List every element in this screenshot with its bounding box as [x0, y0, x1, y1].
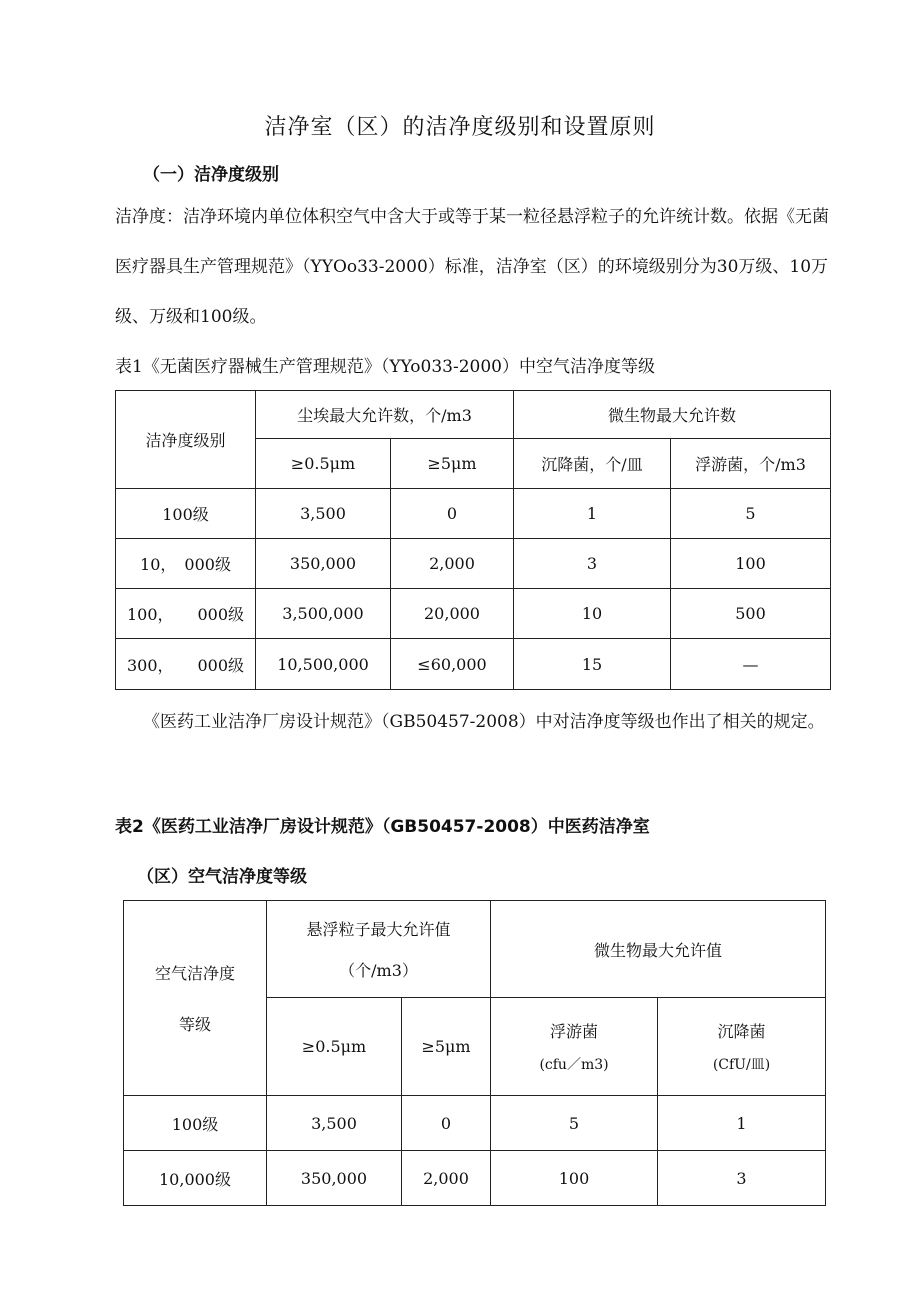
table2-caption-line2: （区）空气洁净度等级 — [137, 867, 307, 887]
table-row — [124, 1151, 826, 1206]
table1-cell: 3,500,000 — [256, 589, 391, 639]
table-row — [124, 1096, 826, 1151]
table2-header-grade-line2: 等级 — [178, 1015, 211, 1034]
table2-header-floating-line1: 浮游菌 — [550, 1022, 599, 1041]
table2-cell: 10,000级 — [124, 1151, 267, 1206]
table2-header-p5: ≥5μm — [402, 998, 491, 1096]
page-title: 洁净室（区）的洁净度级别和设置原则 — [264, 115, 656, 140]
table1-cell: 0 — [391, 489, 514, 539]
table1 — [115, 390, 831, 690]
table2-cell: 3,500 — [267, 1096, 402, 1151]
table1-cell: ≤60,000 — [391, 639, 514, 690]
table2-header-particle — [267, 901, 491, 998]
table1-header-microbe: 微生物最大允许数 — [514, 391, 831, 439]
table1-header-dust-05: ≥0.5μm — [256, 439, 391, 489]
table-row — [116, 489, 831, 539]
table1-header-settling: 沉降菌，个/皿 — [514, 439, 671, 489]
table1-cell: 3 — [514, 539, 671, 589]
table2-header-floating-line2: (cfu／m3) — [539, 1057, 609, 1073]
section-heading-cleanliness-level: （一）洁净度级别 — [143, 165, 279, 185]
table1-cell: 500 — [671, 589, 831, 639]
table2-header-settling-line1: 沉降菌 — [717, 1022, 766, 1041]
table1-header-grade: 洁净度级别 — [116, 391, 256, 489]
table1-cell: 10,500,000 — [256, 639, 391, 690]
definition-paragraph: 洁净度：洁净环境内单位体积空气中含大于或等于某一粒径悬浮粒子的允许统计数。依据《无菌医疗器具生产管理规范》（YYOo33-2000）标准，洁净室（区）的环境级别分为30万级、10万级、万级和100级。 — [115, 207, 829, 327]
table1-cell: 2,000 — [391, 539, 514, 589]
table2-header-settling — [658, 998, 826, 1096]
table1-cell: 20,000 — [391, 589, 514, 639]
table1-cell: 350,000 — [256, 539, 391, 589]
table2-header-microbe: 微生物最大允许值 — [491, 901, 826, 998]
table2-header-p05: ≥0.5μm — [267, 998, 402, 1096]
table2-header-grade — [124, 901, 267, 1096]
standard-paragraph: 《医药工业洁净厂房设计规范》（GB50457-2008）中对洁净度等级也作出了相关的规定。 — [143, 712, 825, 732]
table-row — [116, 639, 831, 690]
table-row — [116, 539, 831, 589]
table2-cell: 5 — [491, 1096, 658, 1151]
table1-cell: 5 — [671, 489, 831, 539]
table2-caption-line1: 表2《医药工业洁净厂房设计规范》（GB50457-2008）中医药洁净室 — [115, 817, 650, 837]
table1-cell: 300， 000级 — [116, 639, 256, 690]
table2-header-particle-line2: （个/m3） — [339, 961, 418, 980]
table1-header-floating: 浮游菌，个/m3 — [671, 439, 831, 489]
table2-cell: 100 — [491, 1151, 658, 1206]
table2 — [123, 900, 826, 1206]
table2-cell: 1 — [658, 1096, 826, 1151]
table1-cell: 100， 000级 — [116, 589, 256, 639]
table1-cell: — — [671, 639, 831, 690]
table2-header-particle-line1: 悬浮粒子最大允许值 — [306, 920, 451, 939]
table2-header-floating — [491, 998, 658, 1096]
table2-cell: 0 — [402, 1096, 491, 1151]
table1-header-dust: 尘埃最大允许数，个/m3 — [256, 391, 514, 439]
table2-cell: 350,000 — [267, 1151, 402, 1206]
table2-header-settling-line2: (CfU/皿) — [712, 1057, 771, 1073]
table1-cell: 1 — [514, 489, 671, 539]
table2-cell: 3 — [658, 1151, 826, 1206]
table-row — [116, 589, 831, 639]
table2-cell: 100级 — [124, 1096, 267, 1151]
table1-caption: 表1《无菌医疗器械生产管理规范》（YYo033-2000）中空气洁净度等级 — [115, 357, 655, 377]
table1-cell: 3,500 — [256, 489, 391, 539]
table1-cell: 100级 — [116, 489, 256, 539]
table2-header-grade-line1: 空气洁净度 — [154, 964, 235, 983]
table1-header-dust-5: ≥5μm — [391, 439, 514, 489]
table1-cell: 10， 000级 — [116, 539, 256, 589]
table1-cell: 100 — [671, 539, 831, 589]
table1-cell: 15 — [514, 639, 671, 690]
table1-cell: 10 — [514, 589, 671, 639]
table2-cell: 2,000 — [402, 1151, 491, 1206]
